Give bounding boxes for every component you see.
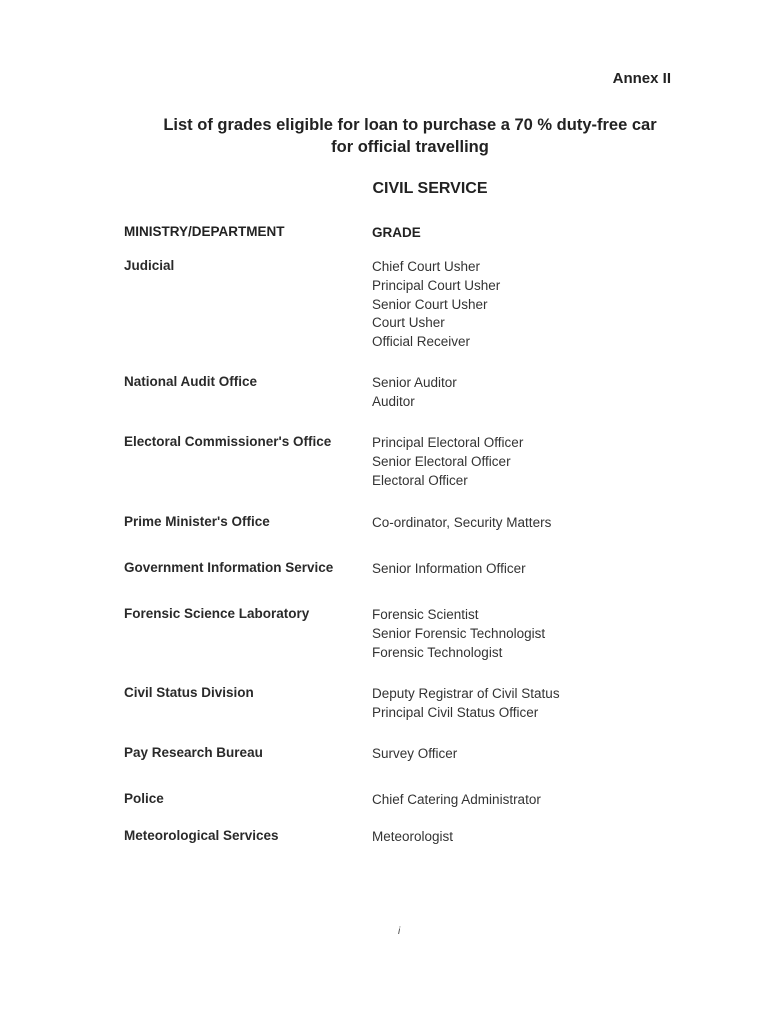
grade-list: [372, 791, 541, 810]
section-heading: CIVIL SERVICE: [372, 180, 488, 197]
ministry-name: Government Information Service: [124, 560, 334, 575]
ministry-name: Civil Status Division: [124, 685, 254, 700]
grade-item: Forensic Scientist: [372, 607, 479, 622]
grade-item: Meteorologist: [372, 829, 454, 844]
grade-item: Forensic Technologist: [372, 644, 503, 660]
grade-item: Principal Court Usher: [372, 277, 501, 293]
ministry-name: Prime Minister's Office: [124, 514, 270, 529]
ministry-column-header: MINISTRY/DEPARTMENT: [124, 224, 285, 239]
grade-list: [372, 374, 457, 412]
grade-item: Official Receiver: [372, 334, 471, 350]
grade-list: [372, 745, 457, 764]
ministry-name: National Audit Office: [124, 374, 258, 389]
grade-item: Electoral Officer: [372, 472, 468, 488]
grade-list: [372, 606, 545, 662]
grade-item: Auditor: [372, 393, 415, 409]
page-number: i: [398, 926, 401, 937]
grade-item: Survey Officer: [372, 746, 458, 761]
grade-item: Senior Information Officer: [372, 561, 526, 576]
grade-item: Principal Electoral Officer: [372, 435, 524, 450]
grade-item: Senior Forensic Technologist: [372, 625, 546, 641]
grade-column-header: GRADE: [372, 225, 421, 240]
grade-list: [372, 560, 526, 579]
grade-item: Senior Electoral Officer: [372, 453, 511, 469]
annex-label: Annex II: [612, 70, 671, 87]
grade-list: [372, 514, 551, 533]
grade-item: Senior Court Usher: [372, 296, 488, 312]
grade-item: Deputy Registrar of Civil Status: [372, 686, 560, 701]
ministry-name: Electoral Commissioner's Office: [124, 434, 332, 449]
ministry-name: Meteorological Services: [124, 828, 279, 843]
grade-item: Chief Catering Administrator: [372, 792, 541, 807]
ministry-name: Forensic Science Laboratory: [124, 606, 310, 621]
title-line-2: for official travelling: [331, 138, 489, 156]
grade-item: Principal Civil Status Officer: [372, 704, 539, 720]
grade-item: Co-ordinator, Security Matters: [372, 515, 552, 530]
grade-list: [372, 258, 500, 352]
ministry-name: Police: [124, 791, 164, 806]
grade-list: [372, 828, 453, 847]
grade-item: Senior Auditor: [372, 375, 457, 390]
ministry-name: Judicial: [124, 258, 175, 273]
ministry-name: Pay Research Bureau: [124, 745, 263, 760]
grade-item: Chief Court Usher: [372, 259, 481, 274]
document-title: [0, 114, 768, 158]
grade-list: [372, 685, 560, 723]
title-line-1: List of grades eligible for loan to purchase a 70 % duty-free car: [163, 116, 657, 134]
grade-item: Court Usher: [372, 315, 445, 331]
grade-list: [372, 434, 523, 490]
